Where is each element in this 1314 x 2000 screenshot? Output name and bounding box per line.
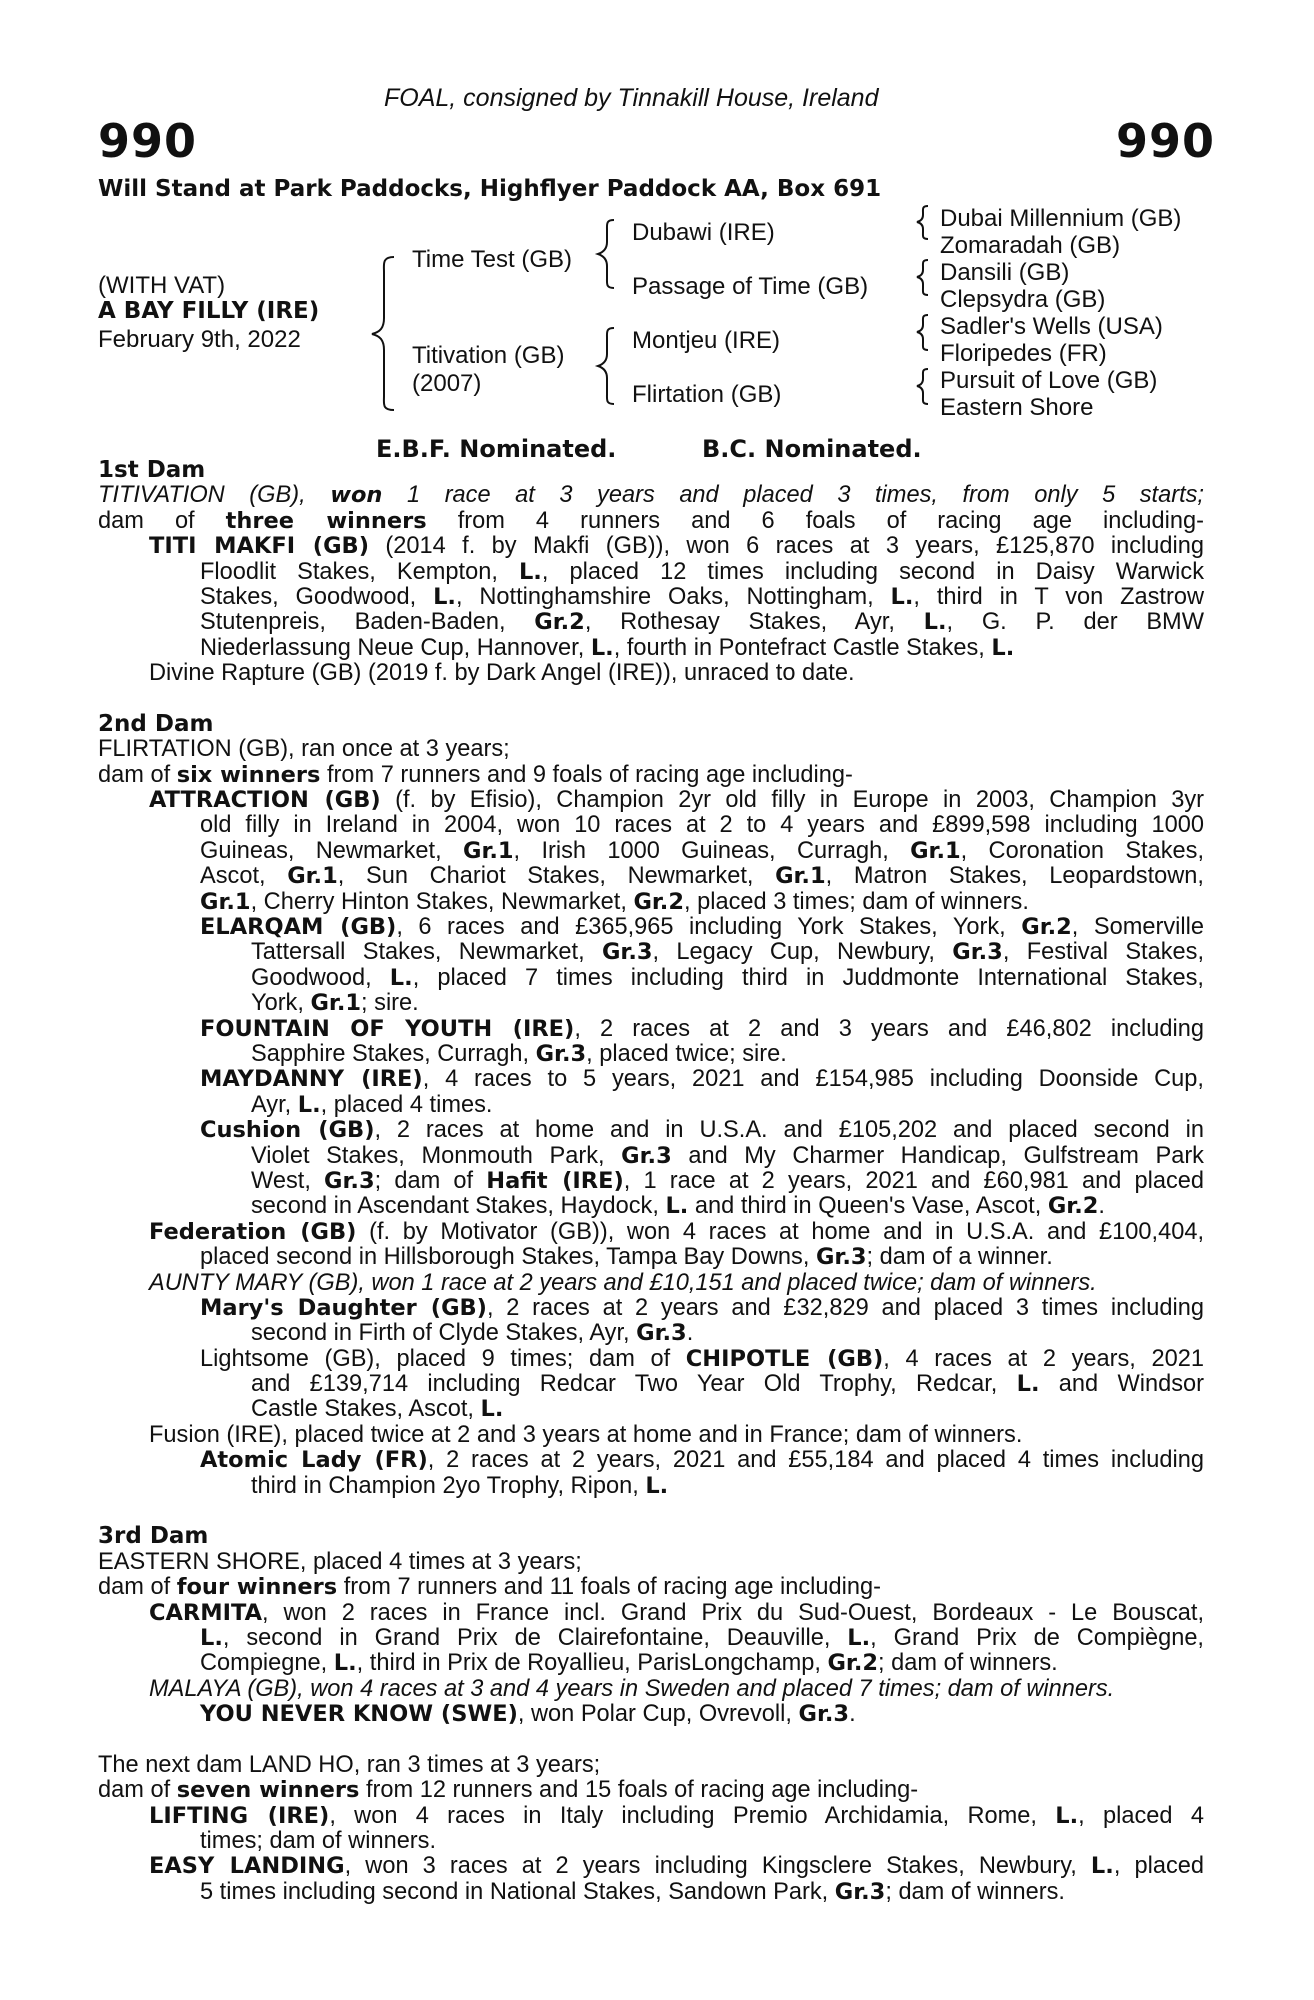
grandproduce-record-cont: third in Champion 2yo Trophy, Ripon, L. (251, 1472, 669, 1499)
gen3-1: Dubai Millennium (GB) (940, 205, 1182, 232)
grandproduce-record-cont: Sapphire Stakes, Curragh, Gr.3, placed twice; sire. (251, 1040, 787, 1067)
grandproduce-record: Cushion (GB), 2 races at home and in U.S.A. and £105,202 and placed second in (200, 1117, 1205, 1144)
grandproduce-record: ELARQAM (GB), 6 races and £365,965 including York Stakes, York, Gr.2, Somerville (200, 914, 1204, 941)
dam-produce-summary: dam of six winners from 7 runners and 9 foals of racing age including- (98, 761, 853, 788)
dam-name: Titivation (GB) (412, 342, 565, 369)
grandproduce-record-cont: Violet Stakes, Monmouth Park, Gr.3 and My Charmer Handicap, Gulfstream Park (251, 1142, 1204, 1169)
dam-year: (2007) (412, 370, 482, 397)
brace-dam (598, 328, 614, 404)
brace-g3 (917, 315, 928, 350)
produce-record-cont: Gr.1, Cherry Hinton Stakes, Newmarket, Gr.2, placed 3 times; dam of winners. (200, 888, 1029, 915)
dam-line: EASTERN SHORE, placed 4 times at 3 years; (98, 1548, 582, 1575)
sire-sire: Dubawi (IRE) (632, 219, 775, 246)
brace-g1 (917, 206, 928, 239)
consignor-line: FOAL, consigned by Tinnakill House, Ireland (384, 84, 879, 112)
brace-main (372, 257, 394, 410)
produce-record-cont: placed second in Hillsborough Stakes, Tampa Bay Downs, Gr.3; dam of a winner. (200, 1244, 1053, 1271)
section-heading-3rd-dam: 3rd Dam (98, 1523, 209, 1550)
produce-record: ATTRACTION (GB) (f. by Efisio), Champion 2yr old filly in Europe in 2003, Champion 3yr (149, 787, 1205, 814)
section-heading-2nd-dam: 2nd Dam (98, 710, 214, 737)
produce-record: AUNTY MARY (GB), won 1 race at 2 years and £10,151 and placed twice; dam of winners. (149, 1269, 1097, 1296)
produce-record-cont: times; dam of winners. (200, 1828, 437, 1855)
grandproduce-record-cont: Tattersall Stakes, Newmarket, Gr.3, Legacy Cup, Newbury, Gr.3, Festival Stakes, (251, 939, 1205, 966)
grandproduce-record-cont: Castle Stakes, Ascot, L. (251, 1396, 504, 1423)
sire-dam: Passage of Time (GB) (632, 273, 869, 300)
gen3-5: Sadler's Wells (USA) (940, 313, 1163, 340)
produce-record: Divine Rapture (GB) (2019 f. by Dark Angel (IRE)), unraced to date. (149, 660, 855, 687)
grandproduce-record: Mary's Daughter (GB), 2 races at 2 years and £32,829 and placed 3 times including (200, 1294, 1204, 1321)
dam-line: FLIRTATION (GB), ran once at 3 years; (98, 736, 510, 763)
foaling-date: February 9th, 2022 (98, 326, 301, 353)
gen3-7: Pursuit of Love (GB) (940, 367, 1158, 394)
ebf-nomination: E.B.F. Nominated. (376, 435, 617, 463)
grandproduce-record-cont: Goodwood, L., placed 7 times including third in Juddmonte International Stakes, (251, 964, 1204, 991)
brace-g4 (917, 369, 928, 404)
brace-sire (598, 220, 614, 288)
dam-line: TITIVATION (GB), won 1 race at 3 years and placed 3 times, from only 5 starts; (98, 482, 1204, 509)
produce-record-cont: L., second in Grand Prix de Clairefontaine, Deauville, L., Grand Prix de Compiègne, (200, 1624, 1204, 1651)
gen3-3: Dansili (GB) (940, 259, 1070, 286)
produce-record-cont: Stutenpreis, Baden-Baden, Gr.2, Rothesay Stakes, Ayr, L., G. P. der BMW (200, 609, 1204, 636)
dam-dam: Flirtation (GB) (632, 381, 782, 408)
lot-number-left: 990 (98, 114, 198, 168)
grandproduce-record-cont: York, Gr.1; sire. (251, 990, 419, 1017)
grandproduce-record-cont: West, Gr.3; dam of Hafit (IRE), 1 race at 2 years, 2021 and £60,981 and placed (251, 1167, 1205, 1194)
grandproduce-record: MAYDANNY (IRE), 4 races to 5 years, 2021 and £154,985 including Doonside Cup, (200, 1066, 1204, 1093)
grandproduce-record: FOUNTAIN OF YOUTH (IRE), 2 races at 2 and 3 years and £46,802 including (200, 1015, 1204, 1042)
grandproduce-record: Lightsome (GB), placed 9 times; dam of CHIPOTLE (GB), 4 races at 2 years, 2021 (200, 1345, 1204, 1372)
gen3-6: Floripedes (FR) (940, 340, 1107, 367)
produce-record-cont: Ascot, Gr.1, Sun Chariot Stakes, Newmarket, Gr.1, Matron Stakes, Leopardstown, (200, 863, 1204, 890)
produce-record: EASY LANDING, won 3 races at 2 years including Kingsclere Stakes, Newbury, L., placed (149, 1853, 1205, 1880)
next-dam-line: The next dam LAND HO, ran 3 times at 3 years; (98, 1751, 601, 1778)
grandproduce-record-cont: Ayr, L., placed 4 times. (251, 1091, 493, 1118)
produce-record-cont: Stakes, Goodwood, L., Nottinghamshire Oaks, Nottingham, L., third in T von Zastrow (200, 583, 1204, 610)
lot-name: A BAY FILLY (IRE) (98, 298, 320, 324)
lot-number-right: 990 (1116, 114, 1216, 168)
gen3-4: Clepsydra (GB) (940, 286, 1106, 313)
grandproduce-record: Atomic Lady (FR), 2 races at 2 years, 2021 and £55,184 and placed 4 times including (200, 1447, 1204, 1474)
dam-produce-summary: dam of three winners from 4 runners and 6 foals of racing age including- (98, 507, 1204, 534)
produce-record-cont: Guineas, Newmarket, Gr.1, Irish 1000 Guineas, Curragh, Gr.1, Coronation Stakes, (200, 837, 1204, 864)
brace-g2 (917, 260, 928, 295)
catalogue-body (98, 458, 1204, 1905)
grandproduce-record-cont: second in Firth of Clyde Stakes, Ayr, Gr.3. (251, 1320, 694, 1347)
produce-record: TITI MAKFI (GB) (2014 f. by Makfi (GB)), won 6 races at 3 years, £125,870 including (149, 533, 1204, 560)
produce-record: CARMITA, won 2 races in France incl. Grand Prix du Sud-Ouest, Bordeaux - Le Bouscat, (149, 1599, 1204, 1626)
produce-record-cont: Floodlit Stakes, Kempton, L., placed 12 times including second in Daisy Warwick (200, 558, 1204, 585)
vat-note: (WITH VAT) (98, 272, 226, 299)
produce-record: Fusion (IRE), placed twice at 2 and 3 years at home and in France; dam of winners. (149, 1421, 1023, 1448)
gen3-8: Eastern Shore (940, 394, 1094, 421)
next-dam-produce-summary: dam of seven winners from 12 runners and 15 foals of racing age including- (98, 1777, 919, 1804)
gen3-2: Zomaradah (GB) (940, 232, 1121, 259)
stand-location: Will Stand at Park Paddocks, Highflyer Paddock AA, Box 691 (98, 176, 882, 202)
grandproduce-record: YOU NEVER KNOW (SWE), won Polar Cup, Ovrevoll, Gr.3. (200, 1701, 856, 1728)
produce-record: LIFTING (IRE), won 4 races in Italy including Premio Archidamia, Rome, L., placed 4 (149, 1802, 1204, 1829)
grandproduce-record-cont: second in Ascendant Stakes, Haydock, L. and third in Queen's Vase, Ascot, Gr.2. (251, 1193, 1105, 1220)
dam-sire: Montjeu (IRE) (632, 327, 781, 354)
produce-record-cont: Compiegne, L., third in Prix de Royallieu, ParisLongchamp, Gr.2; dam of winners. (200, 1650, 1058, 1677)
produce-record: MALAYA (GB), won 4 races at 3 and 4 years in Sweden and placed 7 times; dam of winners. (149, 1675, 1115, 1702)
sire-name: Time Test (GB) (412, 246, 573, 273)
section-heading-1st-dam: 1st Dam (98, 457, 206, 483)
produce-record-cont: old filly in Ireland in 2004, won 10 races at 2 to 4 years and £899,598 including 1000 (200, 812, 1204, 839)
dam-produce-summary: dam of four winners from 7 runners and 11 foals of racing age including- (98, 1574, 882, 1601)
produce-record-cont: Niederlassung Neue Cup, Hannover, L., fourth in Pontefract Castle Stakes, L. (200, 634, 1015, 661)
produce-record-cont: 5 times including second in National Stakes, Sandown Park, Gr.3; dam of winners. (200, 1878, 1065, 1905)
produce-record: Federation (GB) (f. by Motivator (GB)), won 4 races at home and in U.S.A. and £100,404, (149, 1218, 1204, 1245)
bc-nomination: B.C. Nominated. (702, 435, 922, 463)
grandproduce-record-cont: and £139,714 including Redcar Two Year Old Trophy, Redcar, L. and Windsor (251, 1371, 1204, 1398)
